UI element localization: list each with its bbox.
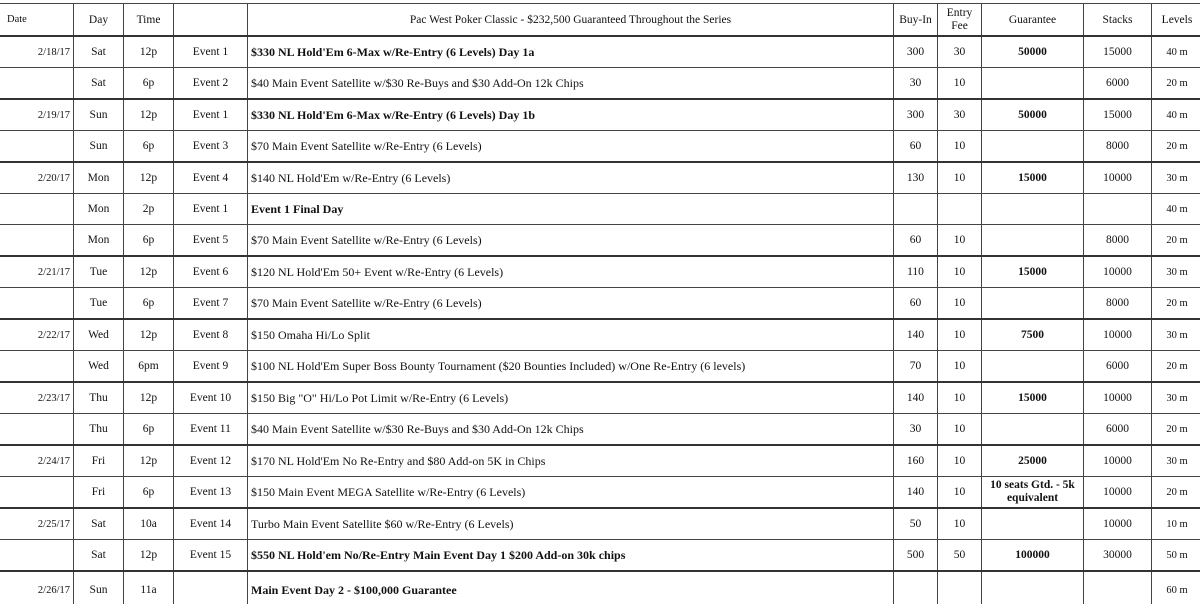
cell-buyin: 140: [894, 319, 938, 351]
table-row: [0, 414, 1200, 446]
cell-entry-fee: [938, 194, 982, 225]
cell-time: 6p: [124, 288, 174, 320]
table-row: [0, 131, 1200, 163]
cell-time: 6p: [124, 414, 174, 446]
table-row: [0, 256, 1200, 288]
cell-event: Event 8: [174, 319, 248, 351]
cell-event: Event 15: [174, 540, 248, 572]
cell-stacks: [1084, 194, 1152, 225]
cell-event: Event 12: [174, 445, 248, 477]
cell-day: Sat: [74, 508, 124, 540]
cell-guarantee: 15000: [982, 162, 1084, 194]
header-entry-fee: Entry Fee: [938, 4, 982, 37]
cell-entry-fee: [938, 571, 982, 604]
cell-time: 6p: [124, 68, 174, 100]
cell-date: [0, 477, 74, 509]
cell-event: Event 14: [174, 508, 248, 540]
cell-buyin: 160: [894, 445, 938, 477]
cell-description: $70 Main Event Satellite w/Re-Entry (6 Levels): [248, 288, 894, 320]
cell-levels: 20 m: [1152, 131, 1200, 163]
cell-levels: 40 m: [1152, 99, 1200, 131]
cell-levels: 30 m: [1152, 256, 1200, 288]
cell-entry-fee: 10: [938, 131, 982, 163]
cell-stacks: 6000: [1084, 414, 1152, 446]
cell-stacks: 15000: [1084, 36, 1152, 68]
cell-day: Mon: [74, 162, 124, 194]
cell-guarantee: 15000: [982, 256, 1084, 288]
cell-stacks: 8000: [1084, 288, 1152, 320]
cell-day: Tue: [74, 256, 124, 288]
cell-entry-fee: 10: [938, 508, 982, 540]
cell-entry-fee: 10: [938, 68, 982, 100]
table-row: [0, 68, 1200, 100]
cell-guarantee: [982, 225, 1084, 257]
cell-buyin: 30: [894, 414, 938, 446]
table-row: [0, 445, 1200, 477]
table-row: [0, 571, 1200, 604]
cell-stacks: 10000: [1084, 256, 1152, 288]
cell-day: Sun: [74, 131, 124, 163]
cell-levels: 20 m: [1152, 225, 1200, 257]
cell-description: $120 NL Hold'Em 50+ Event w/Re-Entry (6 Levels): [248, 256, 894, 288]
cell-time: 6p: [124, 225, 174, 257]
table-row: [0, 540, 1200, 572]
cell-stacks: 10000: [1084, 382, 1152, 414]
cell-description: $330 NL Hold'Em 6-Max w/Re-Entry (6 Levels) Day 1a: [248, 36, 894, 68]
cell-day: Sun: [74, 571, 124, 604]
cell-entry-fee: 50: [938, 540, 982, 572]
cell-buyin: 30: [894, 68, 938, 100]
cell-entry-fee: 10: [938, 162, 982, 194]
cell-guarantee: [982, 68, 1084, 100]
cell-stacks: 10000: [1084, 477, 1152, 509]
cell-date: [0, 131, 74, 163]
cell-stacks: 10000: [1084, 319, 1152, 351]
cell-date: [0, 194, 74, 225]
cell-levels: 30 m: [1152, 445, 1200, 477]
cell-day: Sat: [74, 36, 124, 68]
cell-buyin: 140: [894, 382, 938, 414]
cell-date: [0, 414, 74, 446]
cell-event: Event 7: [174, 288, 248, 320]
cell-buyin: [894, 571, 938, 604]
cell-description: $40 Main Event Satellite w/$30 Re-Buys and $30 Add-On 12k Chips: [248, 414, 894, 446]
cell-description: Main Event Day 2 - $100,000 Guarantee: [248, 571, 894, 604]
cell-levels: 20 m: [1152, 414, 1200, 446]
cell-event: Event 3: [174, 131, 248, 163]
cell-time: 6p: [124, 477, 174, 509]
cell-date: 2/22/17: [0, 319, 74, 351]
cell-entry-fee: 10: [938, 225, 982, 257]
cell-guarantee: 50000: [982, 99, 1084, 131]
cell-description: $550 NL Hold'em No/Re-Entry Main Event Day 1 $200 Add-on 30k chips: [248, 540, 894, 572]
cell-buyin: 500: [894, 540, 938, 572]
cell-description: $170 NL Hold'Em No Re-Entry and $80 Add-on 5K in Chips: [248, 445, 894, 477]
cell-date: 2/21/17: [0, 256, 74, 288]
cell-entry-fee: 10: [938, 445, 982, 477]
cell-levels: 60 m: [1152, 571, 1200, 604]
table-row: [0, 288, 1200, 320]
cell-description: $70 Main Event Satellite w/Re-Entry (6 Levels): [248, 225, 894, 257]
cell-entry-fee: 10: [938, 256, 982, 288]
cell-stacks: 8000: [1084, 131, 1152, 163]
table-row: [0, 382, 1200, 414]
cell-time: 10a: [124, 508, 174, 540]
cell-levels: 40 m: [1152, 36, 1200, 68]
cell-guarantee: 15000: [982, 382, 1084, 414]
header-guarantee: Guarantee: [982, 4, 1084, 37]
cell-stacks: 10000: [1084, 508, 1152, 540]
cell-day: Wed: [74, 351, 124, 383]
cell-time: 12p: [124, 319, 174, 351]
cell-day: Thu: [74, 382, 124, 414]
cell-guarantee: [982, 508, 1084, 540]
cell-time: 12p: [124, 99, 174, 131]
table-row: [0, 99, 1200, 131]
cell-levels: 30 m: [1152, 319, 1200, 351]
cell-stacks: 6000: [1084, 351, 1152, 383]
cell-guarantee: [982, 414, 1084, 446]
cell-stacks: 8000: [1084, 225, 1152, 257]
cell-time: 12p: [124, 540, 174, 572]
cell-event: Event 13: [174, 477, 248, 509]
header-stacks: Stacks: [1084, 4, 1152, 37]
cell-buyin: 70: [894, 351, 938, 383]
cell-buyin: 110: [894, 256, 938, 288]
cell-date: 2/26/17: [0, 571, 74, 604]
cell-description: Event 1 Final Day: [248, 194, 894, 225]
table-row: [0, 351, 1200, 383]
cell-buyin: 300: [894, 99, 938, 131]
cell-stacks: 15000: [1084, 99, 1152, 131]
header-levels: Levels: [1152, 4, 1200, 37]
cell-event: Event 1: [174, 36, 248, 68]
cell-stacks: 10000: [1084, 445, 1152, 477]
cell-buyin: 300: [894, 36, 938, 68]
cell-entry-fee: 30: [938, 36, 982, 68]
cell-date: 2/19/17: [0, 99, 74, 131]
header-row: [0, 4, 1200, 37]
cell-levels: 10 m: [1152, 508, 1200, 540]
cell-guarantee: 10 seats Gtd. - 5k equivalent: [982, 477, 1084, 509]
cell-time: 6pm: [124, 351, 174, 383]
cell-levels: 20 m: [1152, 351, 1200, 383]
cell-time: 12p: [124, 382, 174, 414]
cell-date: [0, 540, 74, 572]
cell-guarantee: 7500: [982, 319, 1084, 351]
table-row: [0, 477, 1200, 509]
schedule-body: [0, 36, 1200, 604]
cell-event: Event 5: [174, 225, 248, 257]
table-row: [0, 36, 1200, 68]
cell-levels: 30 m: [1152, 162, 1200, 194]
cell-entry-fee: 10: [938, 351, 982, 383]
cell-time: 12p: [124, 445, 174, 477]
cell-event: Event 10: [174, 382, 248, 414]
cell-event: Event 9: [174, 351, 248, 383]
cell-entry-fee: 10: [938, 414, 982, 446]
header-date: Date: [0, 4, 74, 37]
cell-guarantee: [982, 351, 1084, 383]
cell-event: Event 2: [174, 68, 248, 100]
header-buyin: Buy-In: [894, 4, 938, 37]
cell-guarantee: [982, 131, 1084, 163]
cell-date: 2/23/17: [0, 382, 74, 414]
cell-time: 6p: [124, 131, 174, 163]
cell-entry-fee: 10: [938, 288, 982, 320]
cell-time: 12p: [124, 36, 174, 68]
cell-buyin: [894, 194, 938, 225]
cell-guarantee: [982, 571, 1084, 604]
cell-guarantee: [982, 288, 1084, 320]
cell-event: [174, 571, 248, 604]
cell-guarantee: 100000: [982, 540, 1084, 572]
cell-date: [0, 288, 74, 320]
cell-stacks: 10000: [1084, 162, 1152, 194]
cell-event: Event 1: [174, 194, 248, 225]
table-row: [0, 162, 1200, 194]
cell-day: Tue: [74, 288, 124, 320]
cell-date: 2/24/17: [0, 445, 74, 477]
table-row: [0, 508, 1200, 540]
cell-buyin: 50: [894, 508, 938, 540]
cell-event: Event 6: [174, 256, 248, 288]
cell-guarantee: 25000: [982, 445, 1084, 477]
cell-stacks: 6000: [1084, 68, 1152, 100]
cell-buyin: 60: [894, 131, 938, 163]
cell-date: 2/25/17: [0, 508, 74, 540]
page-title: Pac West Poker Classic - $232,500 Guaranteed Throughout the Series: [248, 4, 894, 37]
cell-day: Thu: [74, 414, 124, 446]
table-row: [0, 225, 1200, 257]
cell-day: Mon: [74, 225, 124, 257]
cell-description: $330 NL Hold'Em 6-Max w/Re-Entry (6 Levels) Day 1b: [248, 99, 894, 131]
cell-description: $150 Big "O" Hi/Lo Pot Limit w/Re-Entry (6 Levels): [248, 382, 894, 414]
header-day: Day: [74, 4, 124, 37]
cell-description: $40 Main Event Satellite w/$30 Re-Buys and $30 Add-On 12k Chips: [248, 68, 894, 100]
schedule-table: [0, 3, 1200, 604]
cell-time: 11a: [124, 571, 174, 604]
cell-event: Event 11: [174, 414, 248, 446]
header-event: [174, 4, 248, 37]
cell-guarantee: 50000: [982, 36, 1084, 68]
cell-day: Wed: [74, 319, 124, 351]
header-time: Time: [124, 4, 174, 37]
cell-date: [0, 68, 74, 100]
cell-date: 2/20/17: [0, 162, 74, 194]
cell-event: Event 4: [174, 162, 248, 194]
cell-description: $70 Main Event Satellite w/Re-Entry (6 Levels): [248, 131, 894, 163]
cell-time: 12p: [124, 162, 174, 194]
cell-day: Sun: [74, 99, 124, 131]
cell-entry-fee: 30: [938, 99, 982, 131]
cell-description: $140 NL Hold'Em w/Re-Entry (6 Levels): [248, 162, 894, 194]
cell-buyin: 60: [894, 225, 938, 257]
cell-guarantee: [982, 194, 1084, 225]
cell-entry-fee: 10: [938, 319, 982, 351]
cell-description: Turbo Main Event Satellite $60 w/Re-Entry (6 Levels): [248, 508, 894, 540]
cell-buyin: 60: [894, 288, 938, 320]
cell-levels: 30 m: [1152, 382, 1200, 414]
cell-stacks: 30000: [1084, 540, 1152, 572]
cell-description: $150 Omaha Hi/Lo Split: [248, 319, 894, 351]
cell-levels: 50 m: [1152, 540, 1200, 572]
cell-levels: 20 m: [1152, 288, 1200, 320]
cell-day: Fri: [74, 477, 124, 509]
cell-levels: 20 m: [1152, 68, 1200, 100]
cell-levels: 40 m: [1152, 194, 1200, 225]
cell-buyin: 130: [894, 162, 938, 194]
cell-date: 2/18/17: [0, 36, 74, 68]
cell-day: Fri: [74, 445, 124, 477]
cell-buyin: 140: [894, 477, 938, 509]
cell-entry-fee: 10: [938, 382, 982, 414]
cell-day: Sat: [74, 68, 124, 100]
cell-day: Mon: [74, 194, 124, 225]
cell-levels: 20 m: [1152, 477, 1200, 509]
table-row: [0, 194, 1200, 225]
cell-event: Event 1: [174, 99, 248, 131]
cell-day: Sat: [74, 540, 124, 572]
cell-time: 12p: [124, 256, 174, 288]
cell-description: $100 NL Hold'Em Super Boss Bounty Tournament ($20 Bounties Included) w/One Re-Entry (6 levels): [248, 351, 894, 383]
cell-description: $150 Main Event MEGA Satellite w/Re-Entry (6 Levels): [248, 477, 894, 509]
cell-date: [0, 225, 74, 257]
cell-stacks: [1084, 571, 1152, 604]
cell-entry-fee: 10: [938, 477, 982, 509]
cell-time: 2p: [124, 194, 174, 225]
cell-date: [0, 351, 74, 383]
table-row: [0, 319, 1200, 351]
